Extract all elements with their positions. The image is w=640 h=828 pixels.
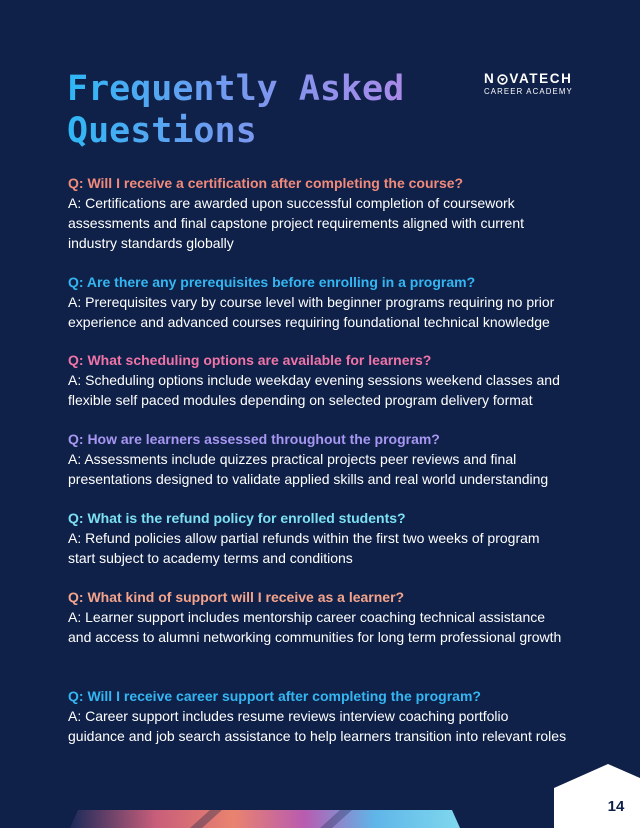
page-title-line-1: Frequently Asked xyxy=(67,69,405,109)
brand-name-end: VATECH xyxy=(509,71,573,86)
faq-answer: A: Career support includes resume reviews interview coaching portfolio guidance and job search assistance to help learners transition into relevant roles xyxy=(68,708,567,744)
brand-name xyxy=(484,72,573,86)
faq-answer: A: Refund policies allow partial refunds within the first two weeks of program start subject to academy terms and conditions xyxy=(68,530,540,566)
faq-answer: A: Learner support includes mentorship career coaching technical assistance and access to alumni networking communities for long term professional growth xyxy=(68,609,562,645)
faq-item-4 xyxy=(68,429,568,489)
faq-answer: A: Prerequisites vary by course level with beginner programs requiring no prior experience and advanced courses requiring foundational technical knowledge xyxy=(68,294,555,330)
page-title-line-2: Questions xyxy=(67,111,257,151)
footer-gradient-bar xyxy=(70,810,460,828)
page-corner-shape xyxy=(554,764,640,828)
faq-question: Q: What scheduling options are available for learners? xyxy=(68,352,432,368)
faq-question: Q: What is the refund policy for enrolled students? xyxy=(68,510,406,526)
brand-subtitle: CAREER ACADEMY xyxy=(484,87,573,96)
faq-question: Q: Will I receive a certification after completing the course? xyxy=(68,175,464,191)
faq-item-7 xyxy=(68,686,568,746)
faq-answer: A: Certifications are awarded upon successful completion of coursework assessments and final capstone project requirements aligned with current industry standards globally xyxy=(68,195,525,251)
faq-item-3 xyxy=(68,350,568,410)
faq-answer: A: Assessments include quizzes practical projects peer reviews and final presentations designed to validate applied skills and real world understanding xyxy=(68,451,549,487)
compass-icon xyxy=(497,74,508,85)
brand-name-start: N xyxy=(484,71,496,86)
page-number: 14 xyxy=(607,798,625,815)
faq-answer: A: Scheduling options include weekday evening sessions weekend classes and flexible self paced modules depending on selected program delivery format xyxy=(68,372,560,408)
faq-question: Q: Are there any prerequisites before enrolling in a program? xyxy=(68,274,476,290)
page-title xyxy=(67,68,404,152)
faq-item-5 xyxy=(68,508,568,568)
faq-item-1 xyxy=(68,173,568,253)
faq-question: Q: What kind of support will I receive as a learner? xyxy=(68,589,405,605)
brand-logo xyxy=(484,72,573,97)
faq-question: Q: How are learners assessed throughout the program? xyxy=(68,431,440,447)
faq-question: Q: Will I receive career support after completing the program? xyxy=(68,688,481,704)
faq-item-2 xyxy=(68,272,568,332)
faq-item-6 xyxy=(68,587,568,647)
